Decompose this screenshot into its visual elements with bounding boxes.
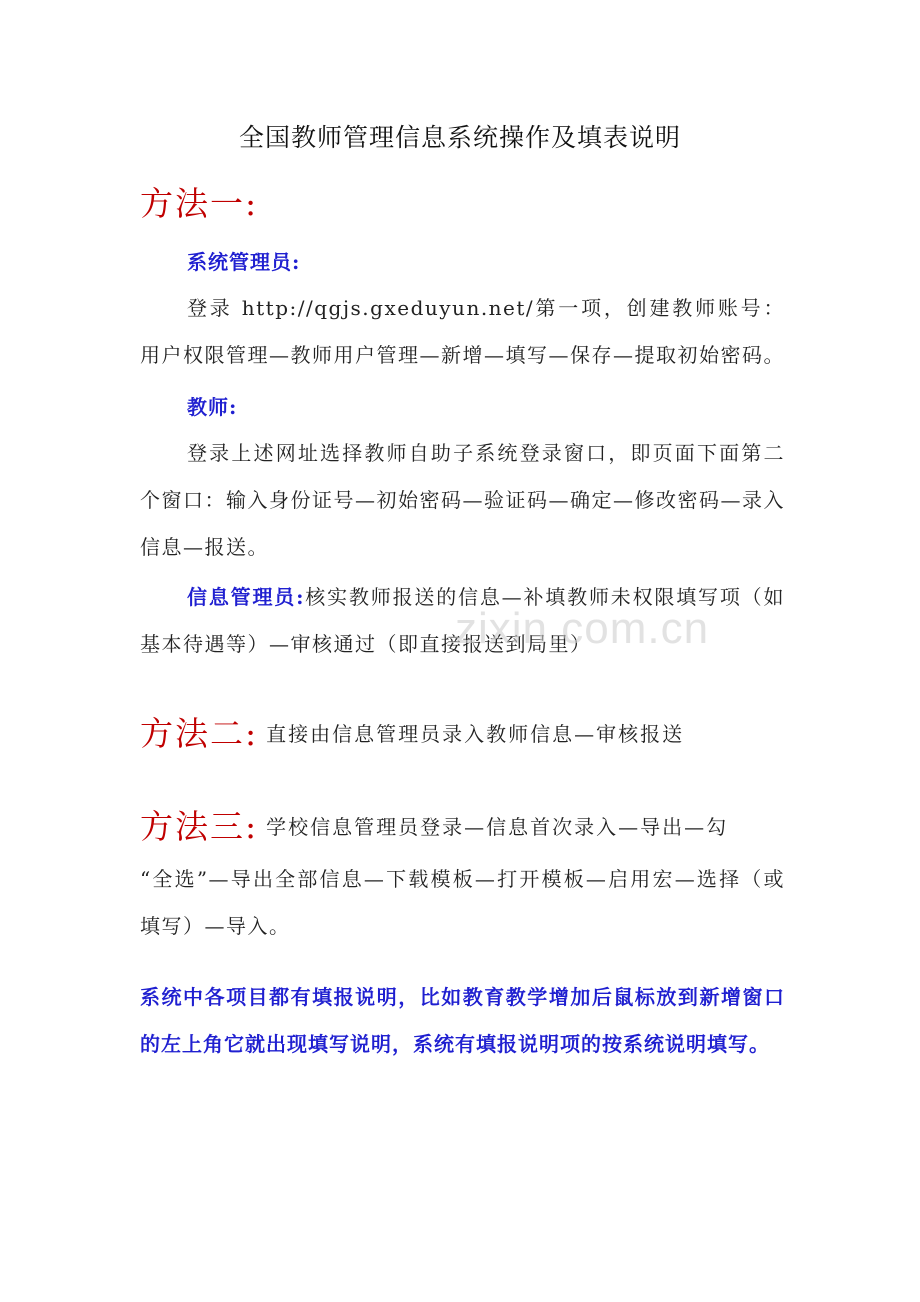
method3-steps-rest: “全选”—导出全部信息—下载模板—打开模板—启用宏—选择（或填写）—导入。 [140,867,785,938]
info-admin-label: 信息管理员: [187,585,305,609]
method2-steps: 直接由信息管理员录入教师信息—审核报送 [266,722,685,746]
system-admin-label: 系统管理员: [187,250,301,274]
method2-block [140,708,684,755]
system-admin-steps: 登录 http://qgjs.gxeduyun.net/第一项，创建教师账号：用户权限管理—教师用户管理—新增—填写—保存—提取初始密码。 [140,296,785,367]
info-admin-steps: 核实教师报送的信息—补填教师未权限填写项（如基本待遇等）—审核通过（即直接报送到局里） [140,585,785,656]
teacher-steps: 登录上述网址选择教师自助子系统登录窗口，即页面下面第二个窗口：输入身份证号—初始密码—验证码—确定—修改密码—录入信息—报送。 [140,441,785,559]
teacher-label: 教师: [187,395,238,419]
method3-block [140,801,728,848]
watermark: zixin.com.cn [455,604,710,653]
fill-instruction-note: 系统中各项目都有填报说明，比如教育教学增加后鼠标放到新增窗口的左上角它就出现填写说明，系统有填报说明项的按系统说明填写。 [140,985,785,1056]
method1-heading: 方法一: [140,184,259,223]
document-title: 全国教师管理信息系统操作及填表说明 [238,123,681,152]
method3-heading: 方法三: [140,807,259,846]
method3-steps-line1: 学校信息管理员登录—信息首次录入—导出—勾 [266,815,729,839]
method2-heading: 方法二: [140,714,259,753]
